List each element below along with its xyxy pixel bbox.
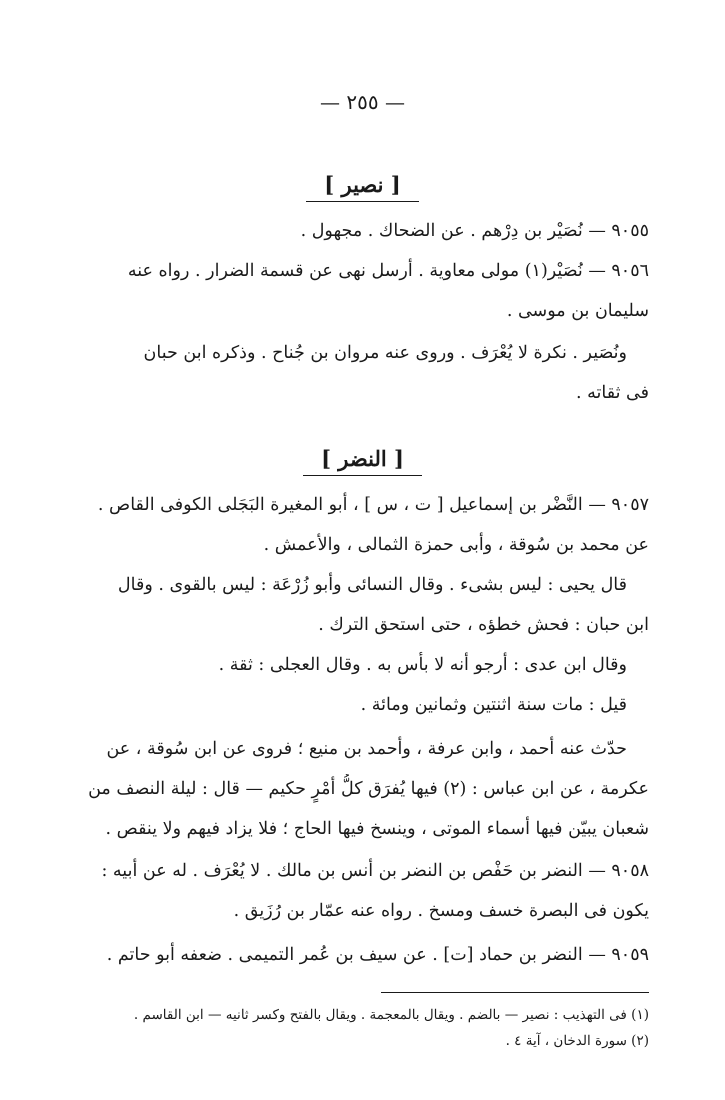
entry-9057: ٩٠٥٧ — النَّضْر بن إسماعيل [ ت ، س ] ، أبو المغيرة البَجَلى الكوفى القاص . [97, 495, 649, 515]
footnote-1: (١) فى التهذيب : نصير — بالضم . ويقال بالمعجمة . ويقال بالفتح وكسر ثانيه — ابن القاسم . [133, 1007, 649, 1023]
footnote-divider [381, 992, 649, 993]
entry-9056-note: ونُصَير . نكرة لا يُعْرَف . وروى عنه مروان بن جُناح . وذكره ابن حبان [143, 343, 627, 363]
entry-9057-line8: عكرمة ، عن ابن عباس : (٢) فيها يُفرَق كلُّ أمْرٍ حكيم — قال : ليلة النصف من [88, 779, 649, 799]
entry-9057-line2: عن محمد بن سُوقة ، وأبى حمزة الثمالى ، والأعمش . [263, 535, 649, 555]
entry-9055: ٩٠٥٥ — نُصَيْر بن دِرْهم . عن الضحاك . مجهول . [300, 221, 649, 241]
entry-9058-cont: يكون فى البصرة خسف ومسخ . رواه عنه عمّار بن رُزَيق . [233, 901, 649, 921]
section-heading-nusair-text: [ نصير ] [306, 172, 418, 202]
entry-9056-note-cont: فى ثقاته . [576, 383, 649, 403]
entry-9057-line7: حدّث عنه أحمد ، وابن عرفة ، وأحمد بن منيع ؛ فروى عن ابن سُوقة ، عن [106, 739, 627, 759]
entry-9057-line9: شعبان يبيّن فيها أسماء الموتى ، وينسخ فيها الحاج ؛ فلا يزاد فيهم ولا ينقص . [105, 819, 649, 839]
entry-9057-line5: وقال ابن عدى : أرجو أنه لا بأس به . وقال العجلى : ثقة . [218, 655, 627, 675]
entry-9056: ٩٠٥٦ — نُصَيْر(١) مولى معاوية . أرسل نهى عن قسمة الضرار . رواه عنه [127, 261, 649, 281]
page-number: — ٢٥٥ — [320, 90, 405, 114]
section-heading-nadr-text: [ النضر ] [303, 446, 422, 476]
entry-9057-line3: قال يحيى : ليس بشىء . وقال النسائى وأبو زُرْعَة : ليس بالقوى . وقال [117, 575, 627, 595]
entry-9057-line4: ابن حبان : فحش خطؤه ، حتى استحق الترك . [318, 615, 649, 635]
entry-9056-cont: سليمان بن موسى . [506, 301, 649, 321]
entry-9059: ٩٠٥٩ — النضر بن حماد [ت] . عن سيف بن عُمر التميمى . ضعفه أبو حاتم . [106, 945, 649, 965]
section-heading-nadr [0, 446, 725, 476]
entry-9057-line6: قيل : مات سنة اثنتين وثمانين ومائة . [360, 695, 627, 715]
entry-9058: ٩٠٥٨ — النضر بن حَفْص بن النضر بن أنس بن مالك . لا يُعْرَف . له عن أبيه : [101, 861, 649, 881]
footnote-2: (٢) سورة الدخان ، آية ٤ . [505, 1033, 649, 1049]
section-heading-nusair [0, 172, 725, 202]
